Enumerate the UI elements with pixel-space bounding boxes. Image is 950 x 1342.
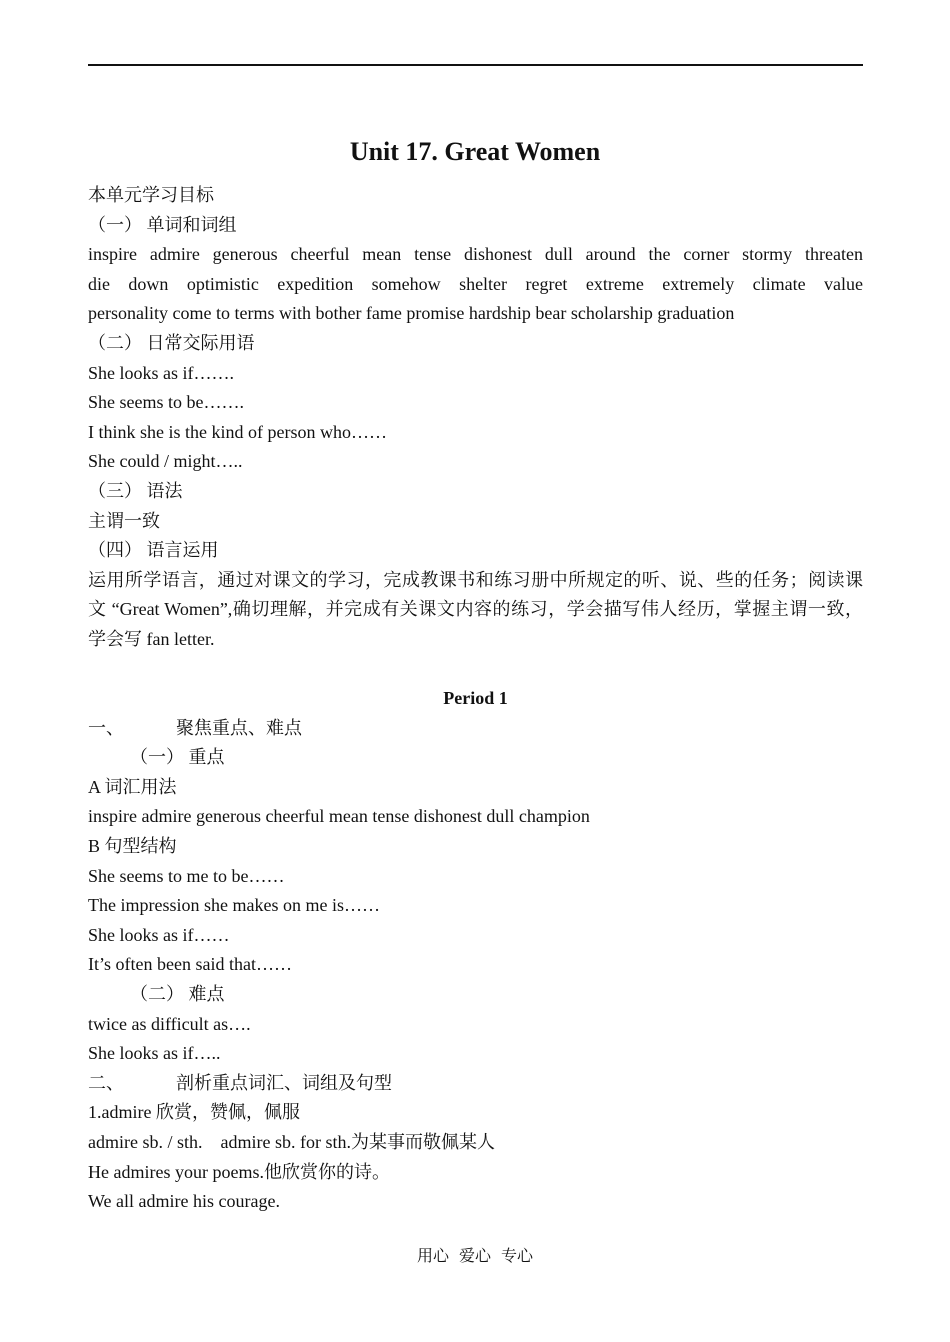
pattern-line: The impression she makes on me is…… (88, 895, 380, 916)
expression-line: She seems to be……. (88, 392, 244, 413)
vocab-line-2: die down optimistic expedition somehow shelter regret extreme extremely climate value (88, 273, 863, 294)
goals-heading: 本单元学习目标 (88, 185, 214, 205)
pattern-line: She looks as if…… (88, 924, 230, 945)
difficulties-heading: （二） 难点 (130, 984, 225, 1005)
part2-heading (88, 1069, 863, 1099)
key-vocab-line: inspire admire generous cheerful mean tense dishonest dull champion (88, 806, 590, 827)
vocab-line-3: personality come to terms with bother fame promise hardship bear scholarship graduation (88, 303, 735, 324)
page-footer: 用心 爱心 专心 (416, 1248, 533, 1265)
part2-number: 二、 (88, 1072, 124, 1093)
usage-line-1: 运用所学语言，通过对课文的学习，完成教课书和练习册中所规定的听、说、些的任务；阅读课 (88, 569, 863, 590)
vocab-line-1: inspire admire generous cheerful mean tense dishonest dull around the corner stormy threaten (88, 244, 863, 265)
analysis-line: We all admire his courage. (88, 1191, 280, 1212)
vocab-usage-heading: A 词汇用法 (88, 776, 177, 797)
section-expressions-heading: （二） 日常交际用语 (88, 332, 255, 353)
section-vocab-heading: （一） 单词和词组 (88, 214, 237, 235)
part1-heading (88, 714, 863, 744)
difficulty-line: She looks as if….. (88, 1043, 221, 1064)
grammar-text: 主谓一致 (88, 510, 160, 531)
usage-line-2: 文 “Great Women”,确切理解，并完成有关课文内容的练习，学会描写伟人经历，掌握主谓一致， (88, 599, 863, 620)
page-title: Unit 17. Great Women (349, 137, 601, 166)
spacer (88, 655, 863, 685)
section-usage-heading: （四） 语言运用 (88, 540, 219, 561)
expression-line: She looks as if……. (88, 362, 234, 383)
part1-title: 聚焦重点、难点 (176, 717, 302, 738)
expression-line: I think she is the kind of person who…… (88, 421, 387, 442)
document-body (88, 181, 863, 1217)
analysis-line: admire sb. / sth. admire sb. for sth.为某事而敬佩某人 (88, 1132, 495, 1152)
analysis-line: 1.admire 欣赏，赞佩，佩服 (88, 1102, 300, 1123)
difficulty-line: twice as difficult as…. (88, 1013, 251, 1034)
key-points-heading: （一） 重点 (130, 747, 225, 768)
part2-title: 剖析重点词汇、词组及句型 (176, 1072, 392, 1093)
pattern-line: It’s often been said that…… (88, 954, 292, 975)
pattern-line: She seems to me to be…… (88, 865, 285, 886)
expression-line: She could / might….. (88, 451, 243, 472)
sentence-pattern-heading: B 句型结构 (88, 836, 177, 857)
analysis-line: He admires your poems.他欣赏你的诗。 (88, 1161, 390, 1182)
usage-line-3: 学会写 fan letter. (88, 628, 215, 649)
header-rule (88, 64, 863, 66)
section-grammar-heading: （三） 语法 (88, 480, 183, 501)
period-heading: Period 1 (443, 688, 508, 709)
part1-number: 一、 (88, 717, 124, 738)
